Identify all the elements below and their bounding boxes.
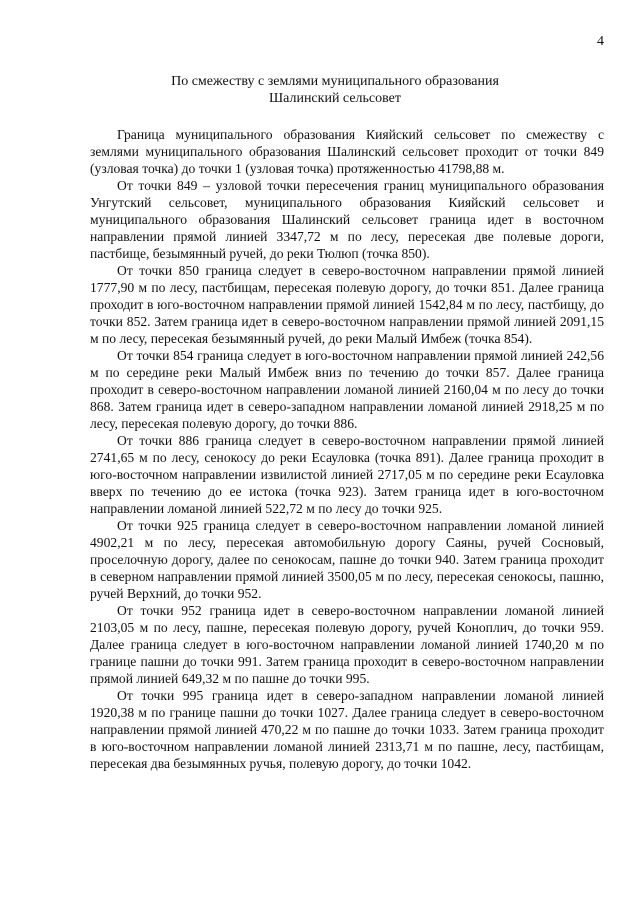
paragraph: От точки 952 граница идет в северо-восточном направлении ломаной линией 2103,05 м по лесу, пашне, пересекая полевую дорогу, ручей Коноплич, до точки 959. Далее граница следует в юго-восточном направлении ломаной линией 1740,20 м по границе пашни до точки 991. Затем граница проходит в северо-восточном направлении прямой линией 649,32 м по пашне до точки 995.: [90, 603, 604, 686]
paragraph: От точки 849 – узловой точки пересечения границ муниципального образования Унгутский сельсовет, муниципального образования Кияйский сельсовет и муниципального образования Шалинский сельсовет граница идет в восточном направлении прямой линией 3347,72 м по лесу, пересекая две полевые дороги, пастбище, безымянный ручей, до реки Тюлюп (точка 850).: [90, 178, 604, 261]
paragraph: От точки 854 граница следует в юго-восточном направлении прямой линией 242,56 м по середине реки Малый Имбеж вниз по течению до точки 857. Далее граница проходит в северо-восточном направлении ломаной линией 2160,04 м по лесу до точки 868. Затем граница идет в северо-западном направлении ломаной линией 2918,25 м по лесу, пересекая полевую дорогу, до точки 886.: [90, 348, 604, 431]
section-heading: [80, 73, 590, 107]
page-number: 4: [597, 34, 604, 49]
paragraph: От точки 886 граница следует в северо-восточном направлении прямой линией 2741,65 м по лесу, сенокосу до реки Есауловка (точка 891). Далее граница проходит в юго-восточном направлении извилистой линией 2717,05 м по середине реки Есауловка вверх по течению до ее истока (точка 923). Затем граница идет в юго-восточном направлении ломаной линией 522,72 м по лесу до точки 925.: [90, 433, 604, 516]
document-body: [90, 126, 604, 772]
paragraph: Граница муниципального образования Кияйский сельсовет по смежеству с землями муниципального образования Шалинский сельсовет проходит от точки 849 (узловая точка) до точки 1 (узловая точка) протяженностью 41798,88 м.: [90, 127, 604, 176]
section-heading-line-2: Шалинский сельсовет: [269, 91, 401, 106]
section-heading-line-1: По смежеству с землями муниципального образования: [171, 74, 499, 89]
paragraph: От точки 925 граница следует в северо-восточном направлении ломаной линией 4902,21 м по лесу, пересекая автомобильную дорогу Саяны, ручей Сосновый, проселочную дорогу, далее по сенокосам, пашне до точки 940. Затем граница проходит в северном направлении прямой линией 3500,05 м по лесу, пересекая сенокосы, пашню, ручей Верхний, до точки 952.: [90, 518, 604, 601]
paragraph: От точки 850 граница следует в северо-восточном направлении прямой линией 1777,90 м по лесу, пастбищам, пересекая полевую дорогу, до точки 851. Далее граница проходит в юго-восточном направлении прямой линией 1542,84 м по лесу, пастбищу, до точки 852. Затем граница идет в северо-восточном направлении прямой линией 2091,15 м по лесу, пересекая безымянный ручей, до реки Малый Имбеж (точка 854).: [90, 263, 604, 346]
paragraph: От точки 995 граница идет в северо-западном направлении ломаной линией 1920,38 м по границе пашни до точки 1027. Далее граница следует в северо-восточном направлении прямой линией 470,22 м по пашне до точки 1033. Затем граница проходит в юго-восточном направлении ломаной линией 2313,71 м по пашне, лесу, пастбищам, пересекая два безымянных ручья, полевую дорогу, до точки 1042.: [90, 688, 604, 771]
